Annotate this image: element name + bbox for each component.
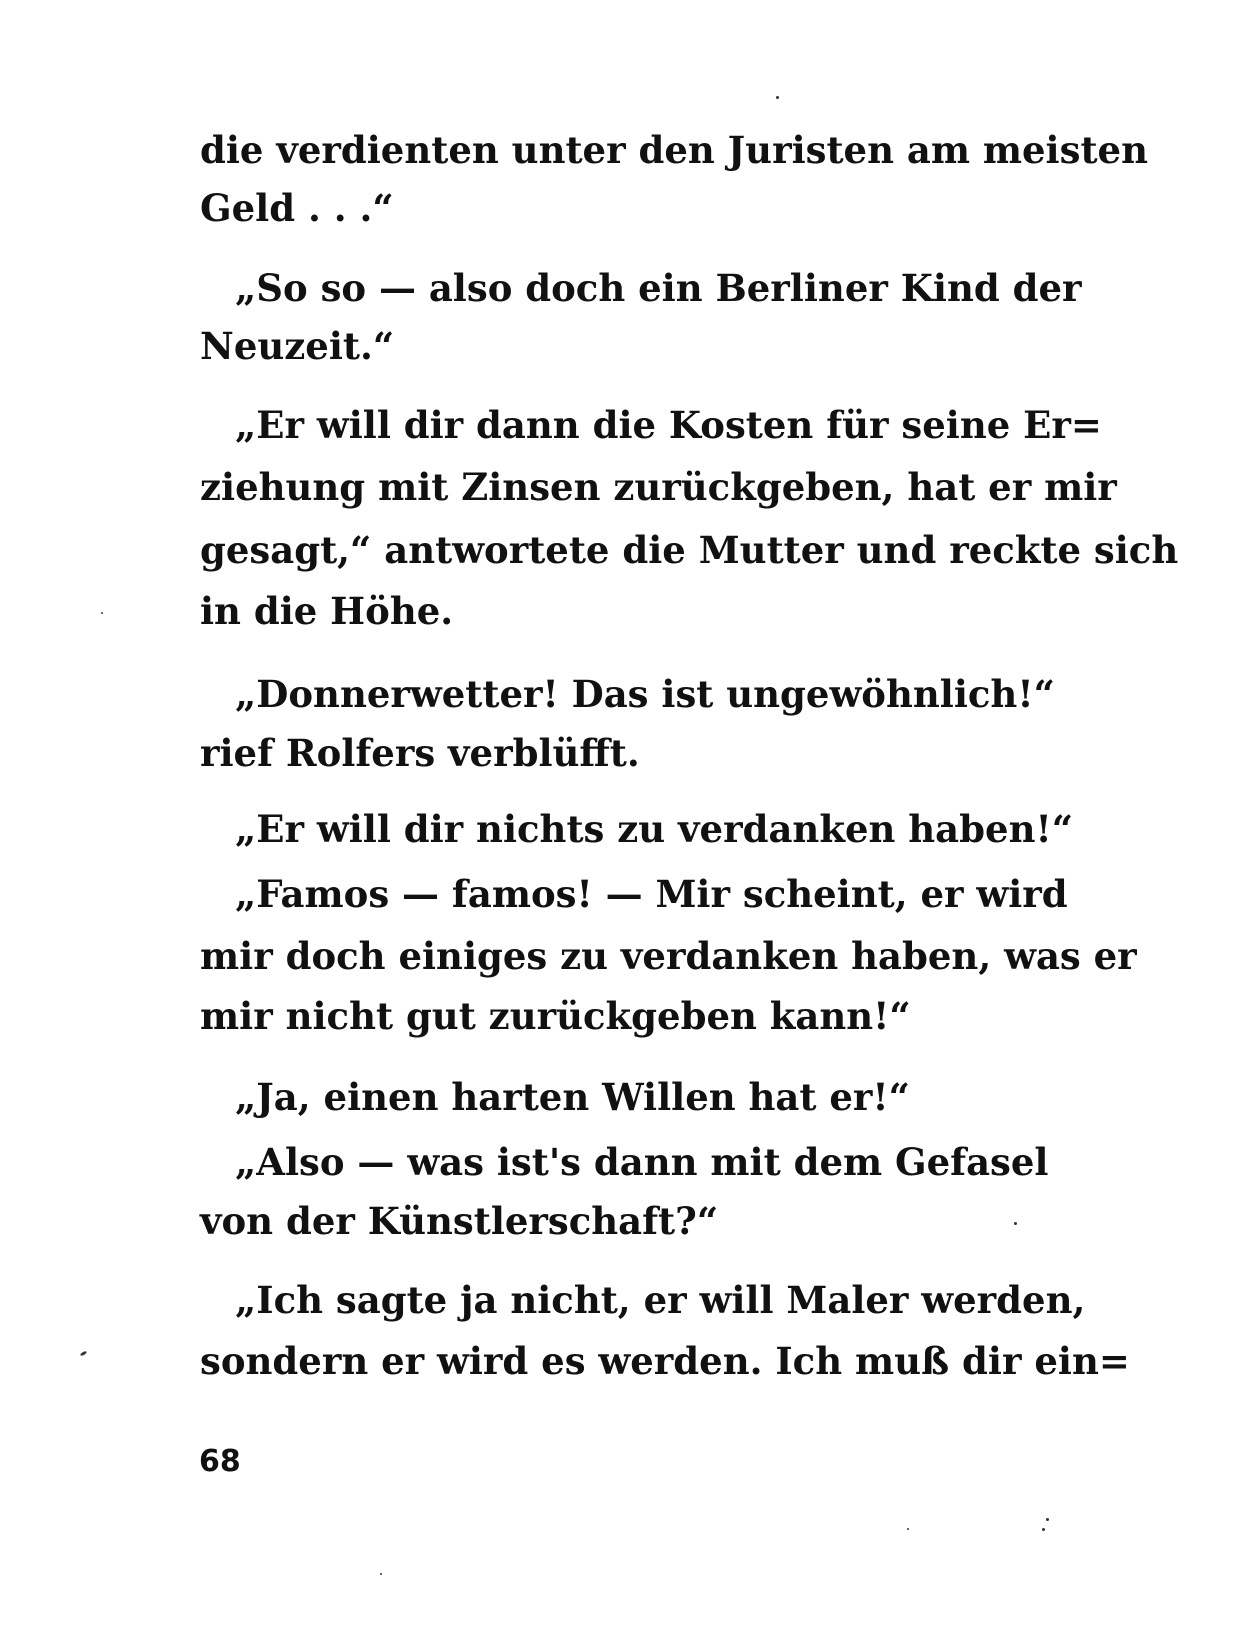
text-line-7: gesagt,“ antwortete die Mutter und reckte sich	[200, 528, 1179, 572]
text-line-17: von der Künstlerschaft?“	[200, 1199, 719, 1243]
text-line-2: Geld . . .“	[200, 186, 394, 230]
page-number: 68	[199, 1444, 241, 1479]
text-line-16: „Also — was ist's dann mit dem Gefasel	[235, 1140, 1049, 1184]
text-line-15: „Ja, einen harten Willen hat er!“	[235, 1075, 910, 1119]
scan-speck	[907, 1528, 909, 1530]
scan-speck	[380, 1573, 382, 1575]
scan-speck	[776, 96, 779, 99]
text-line-8: in die Höhe.	[200, 589, 454, 633]
text-line-14: mir nicht gut zurückgeben kann!“	[200, 994, 911, 1038]
text-line-6: ziehung mit Zinsen zurückgeben, hat er mir	[200, 465, 1117, 509]
scan-speck	[101, 612, 103, 614]
text-line-13: mir doch einiges zu verdanken haben, was er	[200, 934, 1137, 978]
text-line-4: Neuzeit.“	[200, 324, 395, 368]
scan-speck	[1042, 1528, 1045, 1531]
text-line-12: „Famos — famos! — Mir scheint, er wird	[235, 872, 1068, 916]
text-line-5: „Er will dir dann die Kosten für seine Er=	[235, 403, 1102, 447]
scan-speck	[1046, 1518, 1049, 1521]
scan-speck	[80, 1350, 88, 1356]
text-line-11: „Er will dir nichts zu verdanken haben!“	[235, 807, 1073, 851]
text-line-10: rief Rolfers verblüfft.	[200, 731, 640, 775]
text-line-18: „Ich sagte ja nicht, er will Maler werden,	[235, 1278, 1086, 1322]
text-line-9: „Donnerwetter! Das ist ungewöhnlich!“	[235, 672, 1055, 716]
text-line-1: die verdienten unter den Juristen am meisten	[200, 128, 1148, 172]
text-line-19: sondern er wird es werden. Ich muß dir ein=	[200, 1339, 1130, 1383]
scan-speck	[1014, 1222, 1017, 1225]
text-line-3: „So so — also doch ein Berliner Kind der	[235, 266, 1082, 310]
